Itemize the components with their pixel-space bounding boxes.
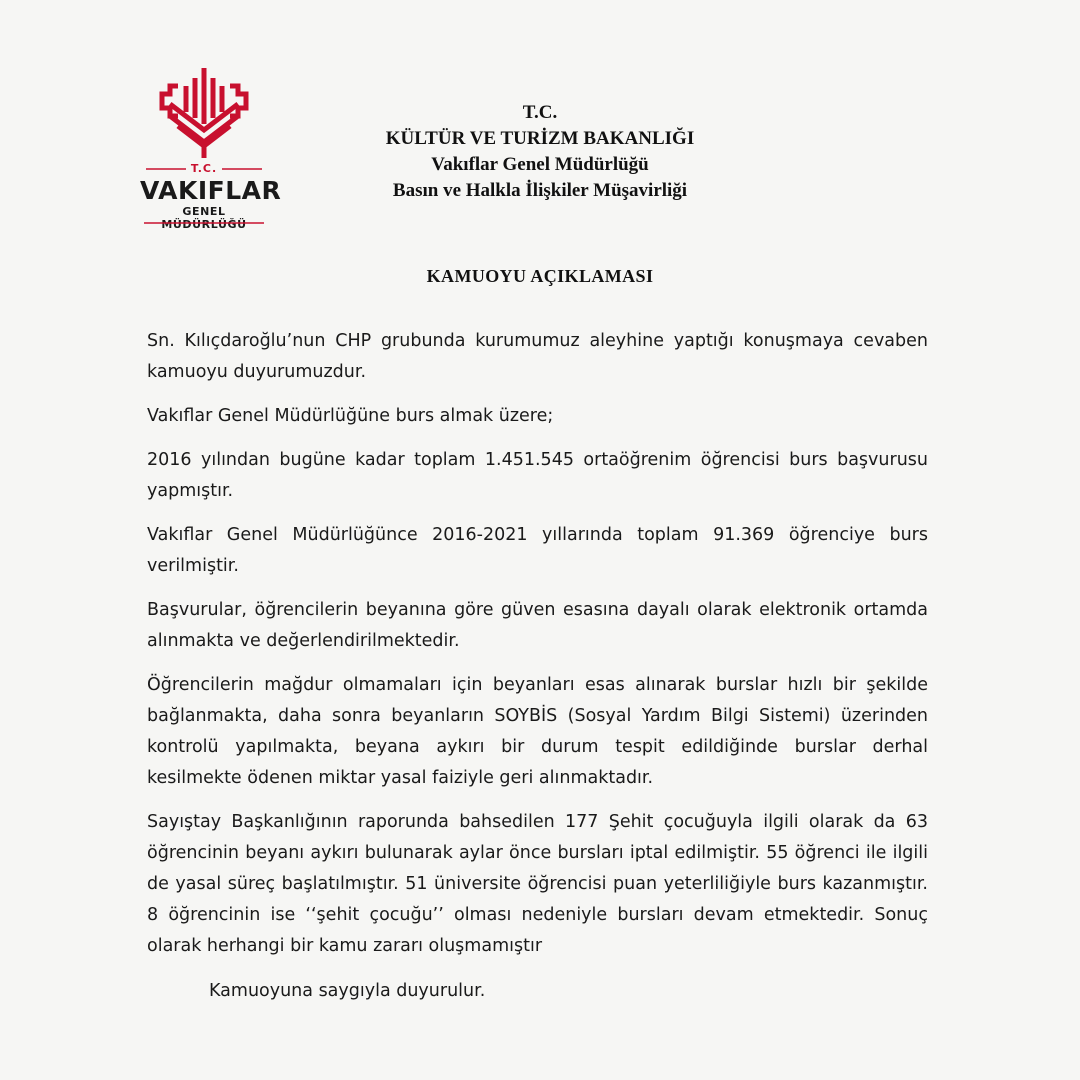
paragraph: Sayıştay Başkanlığının raporunda bahsedilen 177 Şehit çocuğuyla ilgili olarak da 63 öğrencinin beyanı aykırı bulunarak aylar önce bursları iptal edilmiştir. 55 öğrenci ile ilgili de yasal süreç başlatılmıştır. 51 üniversite öğrencisi puan yeterliliğiyle burs kazanmıştır. 8 öğrencinin ise ‘‘şehit çocuğu’’ olması nedeniyle bursları devam etmektedir. Sonuç olarak herhangi bir kamu zararı oluşmamıştır <box>147 812 928 956</box>
paragraph: Başvurular, öğrencilerin beyanına göre güven esasına dayalı olarak elektronik ortamda alınmakta ve değerlendirilmektedir. <box>147 600 928 651</box>
paragraph: Öğrencilerin mağdur olmamaları için beyanları esas alınarak burslar hızlı bir şekilde bağlanmakta, daha sonra beyanların SOYBİS (Sosyal Yardım Bilgi Sistemi) üzerinden kontrolü yapılmakta, beyana aykırı bir durum tespit edildiğinde burslar derhal kesilmekte ödenen miktar yasal faiziyle geri alınmaktadır. <box>147 675 928 788</box>
paragraph: Sn. Kılıçdaroğlu’nun CHP grubunda kurumumuz aleyhine yaptığı konuşmaya cevaben kamuoyu duyurumuzdur. <box>147 331 928 382</box>
logo-name: VAKIFLAR <box>140 176 282 205</box>
closing-line: Kamuoyuna saygıyla duyurulur. <box>209 981 486 1001</box>
header-ministry: KÜLTÜR VE TURİZM BAKANLIĞI <box>385 128 695 149</box>
paragraph: Vakıflar Genel Müdürlüğünce 2016-2021 yıllarında toplam 91.369 öğrenciye burs verilmiştir. <box>147 525 928 576</box>
paragraph: 2016 yılından bugüne kadar toplam 1.451.545 ortaöğrenim öğrencisi burs başvurusu yapmıştır. <box>147 450 928 501</box>
logo <box>140 64 282 231</box>
logo-underline <box>144 222 264 226</box>
logo-subtitle: GENEL MÜDÜRLÜĞÜ <box>161 205 247 231</box>
header-tc: T.C. <box>522 102 558 123</box>
header-directorate: Vakıflar Genel Müdürlüğü <box>431 154 649 175</box>
statement-body <box>147 326 928 1020</box>
header-department: Basın ve Halkla İlişkiler Müşavirliği <box>392 180 688 201</box>
letterhead <box>330 100 750 204</box>
logo-divider <box>146 168 262 172</box>
paragraph: Vakıflar Genel Müdürlüğüne burs almak üzere; <box>147 406 554 426</box>
logo-tc: T.C. <box>190 162 218 175</box>
vakiflar-emblem-icon <box>140 64 268 164</box>
page-title: KAMUOYU AÇIKLAMASI <box>426 266 654 286</box>
